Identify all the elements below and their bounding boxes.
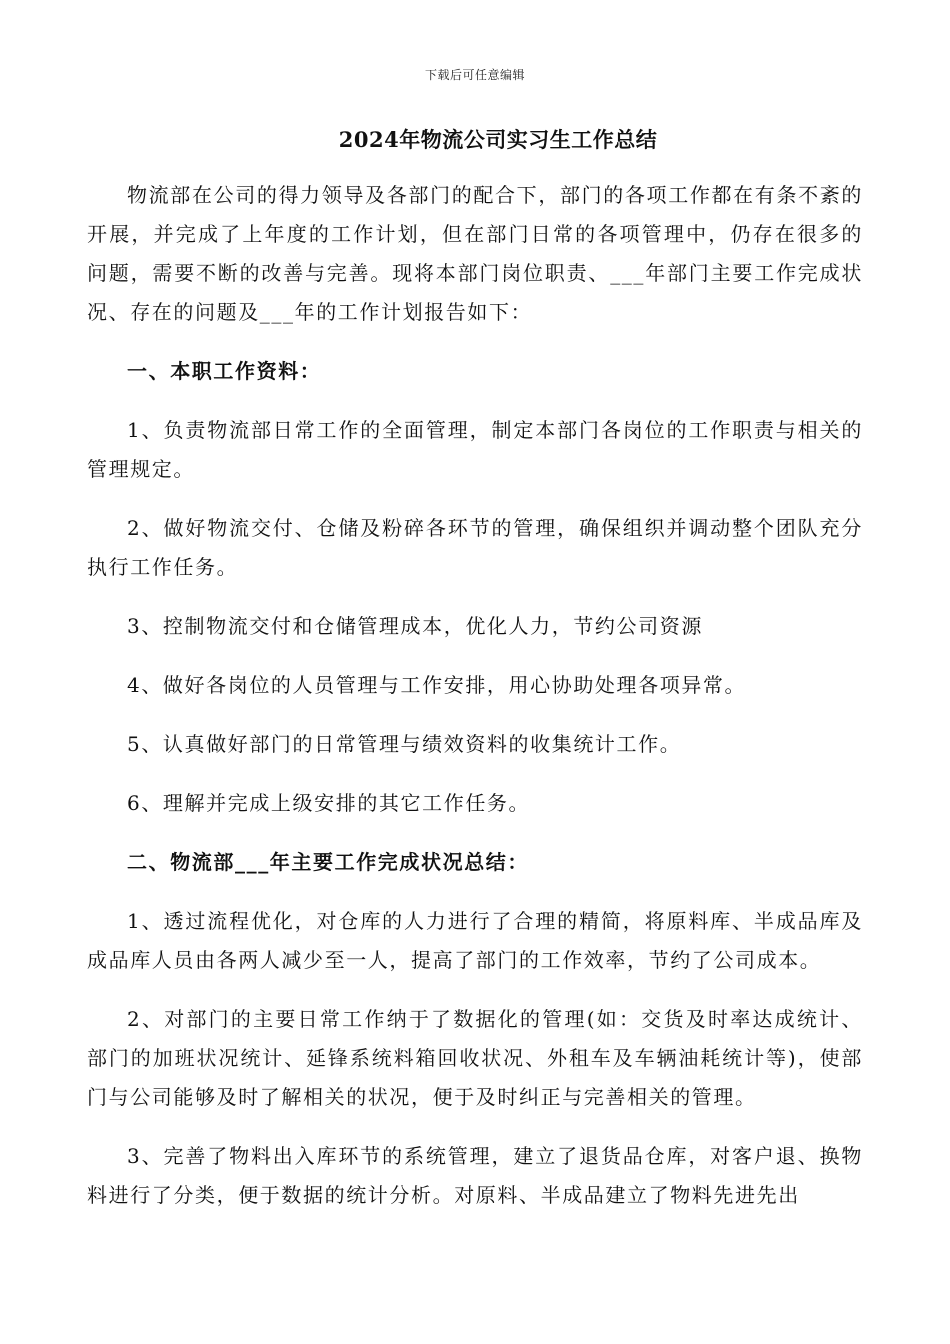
document-body (87, 176, 863, 1235)
header-note: 下载后可任意编辑 (424, 68, 525, 82)
document-title: 2024年物流公司实习生工作总结 (338, 127, 658, 152)
section1-item: 6、理解并完成上级安排的其它工作任务。 (127, 791, 531, 815)
section1-item: 3、控制物流交付和仓储管理成本，优化人力，节约公司资源 (127, 614, 703, 638)
section1-item: 2、做好物流交付、仓储及粉碎各环节的管理，确保组织并调动整个团队充分执行工作任务。 (87, 516, 863, 579)
section2-item: 3、完善了物料出入库环节的系统管理，建立了退货品仓库，对客户退、换物料进行了分类，便于数据的统计分析。对原料、半成品建立了物料先进先出 (87, 1144, 863, 1207)
section2-item: 2、对部门的主要日常工作纳于了数据化的管理(如：交货及时率达成统计、部门的加班状况统计、延锋系统料箱回收状况、外租车及车辆油耗统计等)，使部门与公司能够及时了解相关的状况，便于及时纠正与完善相关的管理。 (87, 1007, 863, 1109)
section-heading-1: 一、本职工作资料： (127, 359, 322, 383)
section1-item: 1、负责物流部日常工作的全面管理，制定本部门各岗位的工作职责与相关的管理规定。 (87, 418, 863, 481)
intro-paragraph: 物流部在公司的得力领导及各部门的配合下，部门的各项工作都在有条不紊的开展，并完成了上年度的工作计划，但在部门日常的各项管理中，仍存在很多的问题，需要不断的改善与完善。现将本部门岗位职责、___年部门主要工作完成状况、存在的问题及___年的工作计划报告如下： (87, 183, 863, 324)
section-heading-2: 二、物流部___年主要工作完成状况总结： (127, 850, 529, 874)
section1-item: 5、认真做好部门的日常管理与绩效资料的收集统计工作。 (127, 732, 682, 756)
section1-item: 4、做好各岗位的人员管理与工作安排，用心协助处理各项异常。 (127, 673, 747, 697)
section2-item: 1、透过流程优化，对仓库的人力进行了合理的精简，将原料库、半成品库及成品库人员由各两人减少至一人，提高了部门的工作效率，节约了公司成本。 (87, 909, 863, 972)
